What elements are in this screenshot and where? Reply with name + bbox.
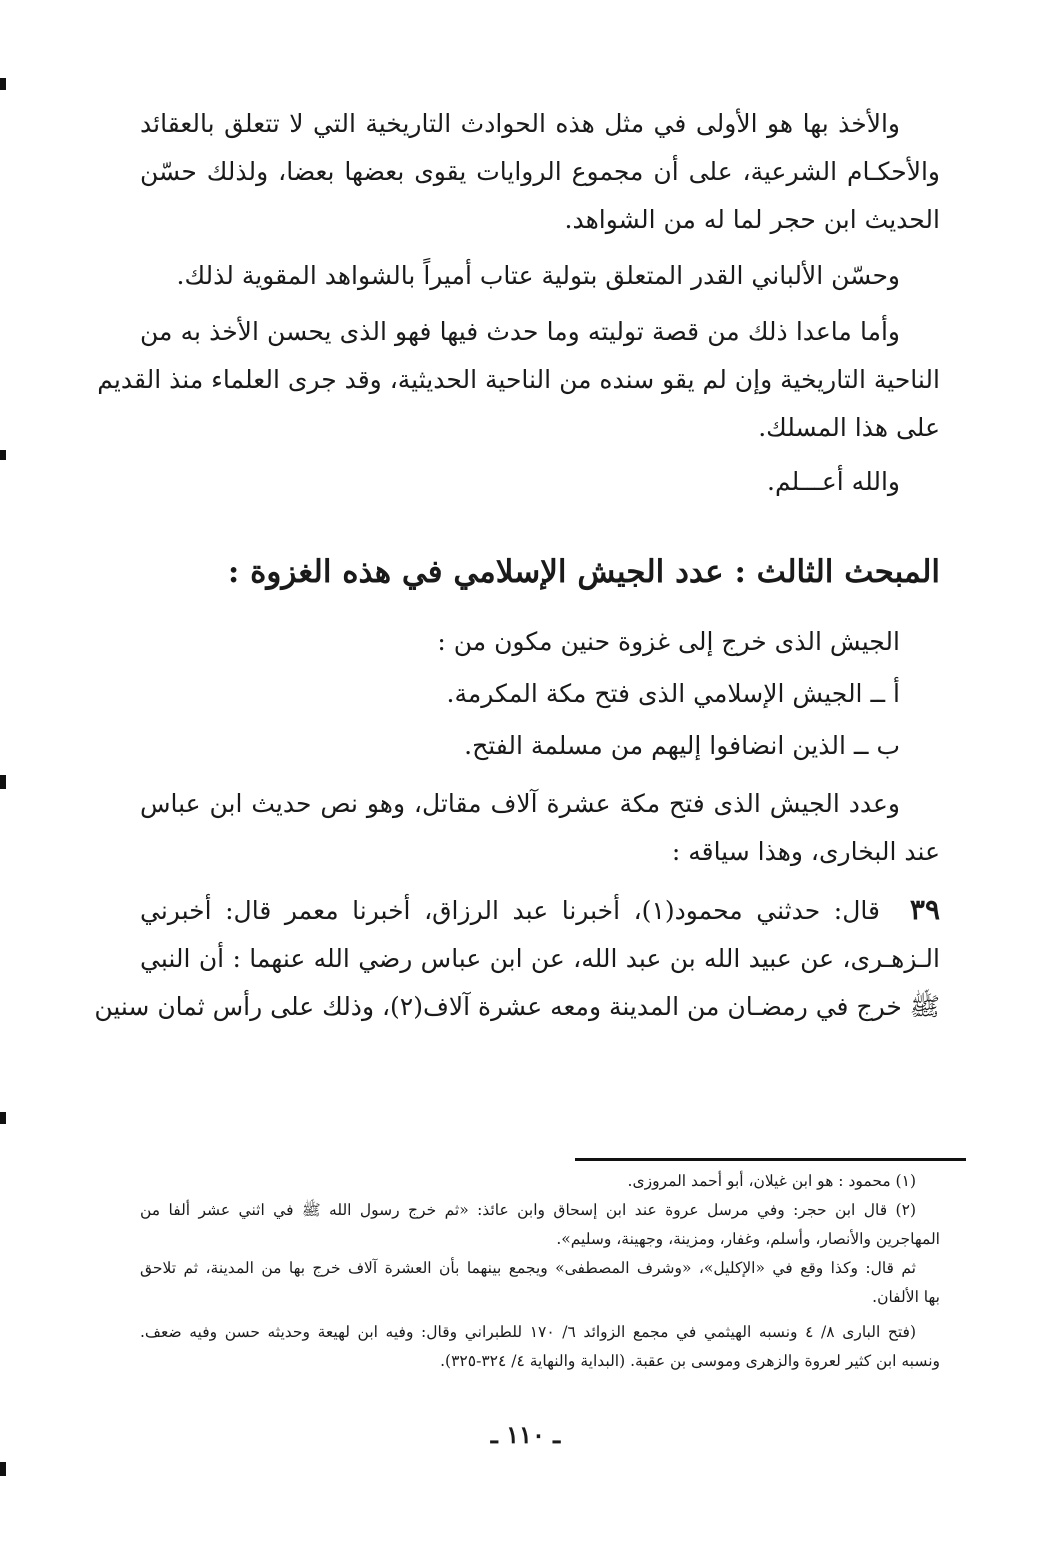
list-item: ب ــ الذين انضافوا إليهم من مسلمة الفتح. [464, 731, 900, 760]
footnote: (١) محمود : هو ابن غيلان، أبو أحمد المروزى. [627, 1172, 916, 1190]
text-line: والله أعـــلم. [767, 467, 900, 496]
text-line: الحديث ابن حجر لما له من الشواهد. [564, 205, 940, 234]
scan-mark [0, 450, 6, 460]
footnote: (٢) قال ابن حجر: وفي مرسل عروة عند ابن إسحاق وابن عائذ: «ثم خرج رسول الله ﷺ في اثني عشر ألفا من [140, 1201, 916, 1219]
list-item: أ ــ الجيش الإسلامي الذى فتح مكة المكرمة. [446, 679, 900, 708]
text-line: الجيش الذى خرج إلى غزوة حنين مكون من : [437, 627, 900, 656]
scan-mark [0, 775, 6, 789]
text-line: وحسّن الألباني القدر المتعلق بتولية عتاب أميراً بالشواهد المقوية لذلك. [176, 261, 900, 290]
text-line: والأحكـام الشرعية، على أن مجموع الروايات يقوى بعضها بعضا، ولذلك حسّن [140, 157, 940, 186]
scan-mark [0, 78, 6, 90]
footnote-line: المهاجرين والأنصار، وأسلم، وغفار، ومزينة، وجهينة، وسليم». [556, 1230, 940, 1248]
text-line: على هذا المسلك. [758, 413, 940, 442]
hadith-number: ٣٩ [909, 893, 940, 926]
text-line: الناحية التاريخية وإن لم يقو سنده من الناحية الحديثية، وقد جرى العلماء منذ القديم [97, 365, 940, 394]
hadith-block [94, 886, 940, 1031]
footnote-separator [575, 1158, 966, 1161]
paragraph [140, 458, 940, 506]
text-line: ﷺ خرج في رمضـان من المدينة ومعه عشرة آلاف(٢)، وذلك على رأس ثمان سنين [94, 992, 940, 1021]
text-line: الـزهـرى، عن عبيد الله بن عبد الله، عن ابن عباس رضي الله عنهما : أن النبي [140, 944, 940, 973]
army-list [140, 618, 940, 770]
paragraph [140, 780, 940, 876]
footnote-line: ونسبه ابن كثير لعروة والزهرى وموسى بن عقبة. (البداية والنهاية ٤/ ٣٢٤-٣٢٥). [440, 1352, 940, 1370]
footnote-line: ثم قال: وكذا وقع في «الإكليل»، «وشرف المصطفى» ويجمع بينهما بأن العشرة آلاف خرج بها من المدينة، ثم تلاحق [140, 1259, 916, 1277]
section-heading: المبحث الثالث : عدد الجيش الإسلامي في هذه الغزوة : [227, 554, 940, 590]
scan-mark [0, 1462, 6, 1476]
text-line: عند البخارى، وهذا سياقه : [671, 837, 940, 866]
footnote-line: بها الألفان. [872, 1288, 940, 1306]
paragraph [97, 308, 940, 452]
text-line: والأخذ بها هو الأولى في مثل هذه الحوادث التاريخية التي لا تتعلق بالعقائد [140, 109, 900, 138]
page-number: ـ ١١٠ ـ [490, 1420, 561, 1449]
footnotes [140, 1167, 940, 1376]
text-line: وأما ماعدا ذلك من قصة توليته وما حدث فيها فهو الذى يحسن الأخذ به من [140, 317, 900, 346]
hadith-text: قال: حدثني محمود(١)، أخبرنا عبد الرزاق، أخبرنا معمر قال: أخبرني [140, 896, 880, 925]
paragraph [140, 252, 940, 300]
text-line [140, 886, 940, 935]
paragraph [140, 100, 940, 244]
footnote-line: (فتح البارى ٨/ ٤ ونسبه الهيثمي في مجمع الزوائد ٦/ ١٧٠ للطبراني وقال: وفيه ابن لهيعة وحديثه حسن وفيه ضعف. [140, 1323, 916, 1341]
text-line: وعدد الجيش الذى فتح مكة عشرة آلاف مقاتل، وهو نص حديث ابن عباس [140, 789, 900, 818]
scan-mark [0, 1112, 6, 1124]
